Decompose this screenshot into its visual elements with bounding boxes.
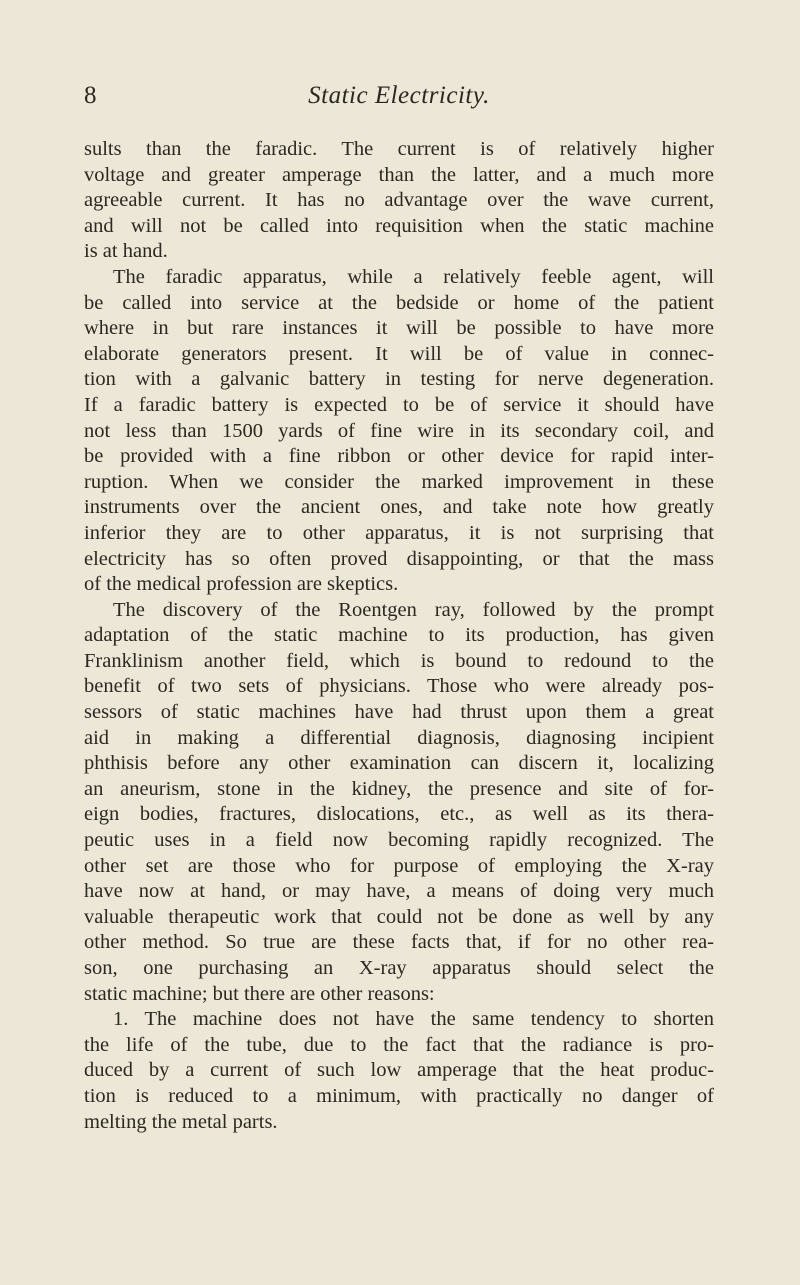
text-line: other set are those who for purpose of employing the X-ray xyxy=(84,854,714,877)
text-line: Franklinism another field, which is bound to redound to the xyxy=(84,649,714,672)
text-line: be called into service at the bedside or home of the patient xyxy=(84,291,714,314)
text-line: valuable therapeutic work that could not be done as well by any xyxy=(84,905,714,928)
text-line: inferior they are to other apparatus, it is not surprising that xyxy=(84,521,714,544)
text-line: static machine; but there are other reasons: xyxy=(84,982,435,1005)
text-line: an aneurism, stone in the kidney, the presence and site of for- xyxy=(84,777,714,800)
text-line: sults than the faradic. The current is of relatively higher xyxy=(84,138,714,160)
running-title: Static Electricity. xyxy=(308,82,490,109)
text-line: 1. The machine does not have the same tendency to shorten xyxy=(113,1008,714,1031)
text-line: is at hand. xyxy=(84,240,168,263)
text-line: duced by a current of such low amperage that the heat produc- xyxy=(84,1059,714,1082)
text-line: electricity has so often proved disappointing, or that the mass xyxy=(84,547,714,570)
text-line: The discovery of the Roentgen ray, followed by the prompt xyxy=(113,598,714,621)
text-line: elaborate generators present. It will be of value in connec- xyxy=(84,342,714,365)
text-line: of the medical profession are skeptics. xyxy=(84,573,399,596)
page-header xyxy=(84,82,714,122)
text-line: eign bodies, fractures, dislocations, etc., as well as its thera- xyxy=(84,803,714,826)
text-line: adaptation of the static machine to its production, has given xyxy=(84,624,714,647)
text-line: tion with a galvanic battery in testing for nerve degeneration. xyxy=(84,368,714,391)
text-line: and will not be called into requisition when the static machine xyxy=(84,214,714,237)
text-line: son, one purchasing an X-ray apparatus should select the xyxy=(84,957,714,979)
text-line: ruption. When we consider the marked improvement in these xyxy=(84,470,714,493)
text-line: not less than 1500 yards of fine wire in its secondary coil, and xyxy=(84,419,714,442)
text-line: the life of the tube, due to the fact that the radiance is pro- xyxy=(84,1033,714,1056)
text-line: If a faradic battery is expected to be of service it should have xyxy=(84,393,714,416)
text-line: The faradic apparatus, while a relatively feeble agent, will xyxy=(113,265,714,288)
text-line: voltage and greater amperage than the latter, and a much more xyxy=(84,163,714,186)
text-line: have now at hand, or may have, a means of doing very much xyxy=(84,880,714,903)
text-line: instruments over the ancient ones, and take note how greatly xyxy=(84,496,714,519)
text-line: agreeable current. It has no advantage over the wave current, xyxy=(84,189,714,212)
text-line: tion is reduced to a minimum, with practically no danger of xyxy=(84,1084,714,1107)
text-line: where in but rare instances it will be possible to have more xyxy=(84,317,714,340)
text-line: peutic uses in a field now becoming rapidly recognized. The xyxy=(84,829,714,852)
text-line: other method. So true are these facts that, if for no other rea- xyxy=(84,931,714,954)
text-line: melting the metal parts. xyxy=(84,1110,278,1133)
text-line: phthisis before any other examination can discern it, localizing xyxy=(84,752,714,775)
text-line: aid in making a differential diagnosis, diagnosing incipient xyxy=(84,726,714,749)
text-line: benefit of two sets of physicians. Those who were already pos- xyxy=(84,675,714,698)
page-number: 8 xyxy=(84,82,97,109)
text-line: be provided with a fine ribbon or other device for rapid inter- xyxy=(84,445,714,468)
body-text xyxy=(84,137,714,1135)
text-line: sessors of static machines have had thrust upon them a great xyxy=(84,701,714,724)
